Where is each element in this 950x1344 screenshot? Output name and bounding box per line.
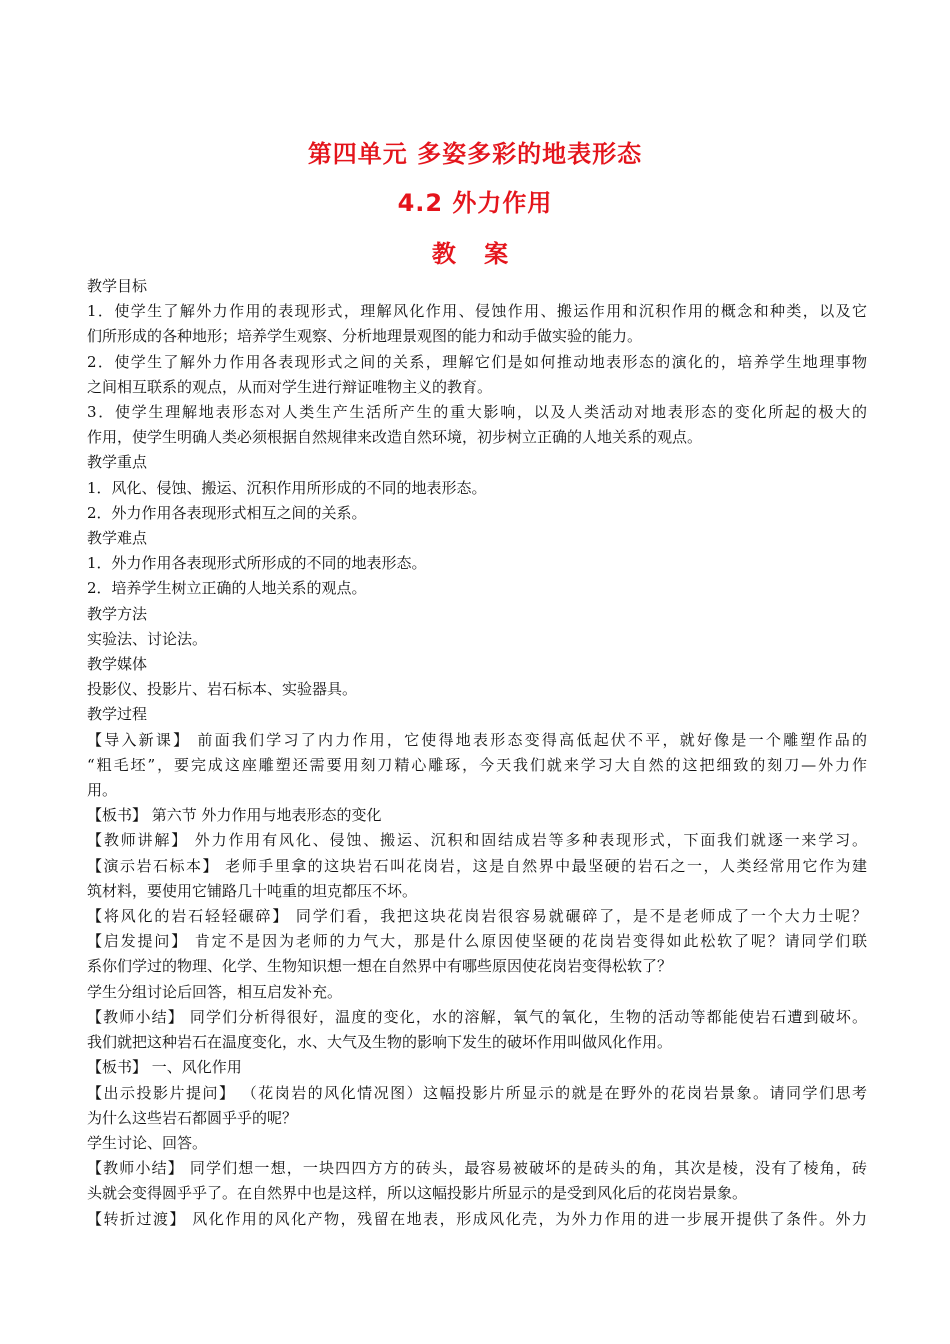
text-line: 教学媒体 [87,655,148,674]
text-line: 【演示岩石标本】 老师手里拿的这块岩石叫花岗岩，这是自然界中最坚硬的岩石之一，人类经常用它作为建 [87,856,867,875]
text-line: 1．使学生了解外力作用的表现形式，理解风化作用、侵蚀作用、搬运作用和沉积作用的概念和种类，以及它 [87,302,867,321]
text-line: 教学难点 [87,529,148,548]
text-line: 【板书】 一、风化作用 [87,1058,242,1077]
text-line: 头就会变得圆乎乎了。在自然界中也是这样，所以这幅投影片所显示的是受到风化后的花岗岩景象。 [87,1184,748,1203]
text-line: 们所形成的各种地形；培养学生观察、分析地理景观图的能力和动手做实验的能力。 [87,327,643,346]
text-line: 作用，使学生明确人类必须根据自然规律来改造自然环境，初步树立正确的人地关系的观点。 [87,428,703,447]
text-line: 教学方法 [87,604,148,623]
text-line: 系你们学过的物理、化学、生物知识想一想在自然界中有哪些原因使花岗岩变得松软了？ [87,957,673,976]
text-line: 【板书】 第六节 外力作用与地表形态的变化 [87,806,382,825]
text-line: 1．风化、侵蚀、搬运、沉积作用所形成的不同的地表形态。 [87,478,487,497]
text-line: 学生分组讨论后回答，相互启发补充。 [87,982,343,1001]
text-line: 【转折过渡】 风化作用的风化产物，残留在地表，形成风化壳，为外力作用的进一步展开提供了条件。外力 [87,1209,867,1228]
text-line: 【教师讲解】 外力作用有风化、侵蚀、搬运、沉积和固结成岩等多种表现形式，下面我们就逐一来学习。 [87,831,867,850]
text-line: 【教师小结】 同学们想一想，一块四四方方的砖头，最容易被破坏的是砖头的角，其次是棱，没有了棱角，砖 [87,1159,867,1178]
text-line: 教学重点 [87,453,148,472]
text-line: 【启发提问】 肯定不是因为老师的力气大，那是什么原因使坚硬的花岗岩变得如此松软了呢？请同学们联 [87,932,867,951]
text-line: 实验法、讨论法。 [87,629,208,648]
text-line: 之间相互联系的观点，从而对学生进行辩证唯物主义的教育。 [87,377,493,396]
text-line: 【将风化的岩石轻轻碾碎】 同学们看，我把这块花岗岩很容易就碾碎了，是不是老师成了一个大力士呢？ [87,907,867,926]
text-line: 【导入新课】 前面我们学习了内力作用，它使得地表形态变得高低起伏不平，就好像是一个雕塑作品的 [87,730,867,749]
text-line: 我们就把这种岩石在温度变化，水、大气及生物的影响下发生的破坏作用叫做风化作用。 [87,1033,673,1052]
text-line: 1．外力作用各表现形式所形成的不同的地表形态。 [87,554,427,573]
unit-title: 第四单元 多姿多彩的地表形态 [307,140,643,168]
text-line: 筑材料，要使用它铺路几十吨重的坦克都压不坏。 [87,881,418,900]
text-line: 2．培养学生树立正确的人地关系的观点。 [87,579,367,598]
section-title: 4.2 外力作用 [397,189,553,217]
text-line: 2．外力作用各表现形式相互之间的关系。 [87,503,367,522]
text-line: 教学过程 [87,705,148,724]
text-line: 3．使学生理解地表形态对人类生产生活所产生的重大影响，以及人类活动对地表形态的变化所起的极大的 [87,403,867,422]
text-line: 【教师小结】 同学们分析得很好，温度的变化，水的溶解，氧气的氧化，生物的活动等都能使岩石遭到破坏。 [87,1007,867,1026]
text-line: 2．使学生了解外力作用各表现形式之间的关系，理解它们是如何推动地表形态的演化的，培养学生地理事物 [87,352,867,371]
text-line: 用。 [87,781,118,800]
text-line: 【出示投影片提问】 （花岗岩的风化情况图）这幅投影片所显示的就是在野外的花岗岩景象。请同学们思考 [87,1083,867,1102]
text-line: 为什么这些岩石都圆乎乎的呢？ [87,1108,298,1127]
text-line: 投影仪、投影片、岩石标本、实验器具。 [87,680,358,699]
text-line: “粗毛坯”，要完成这座雕塑还需要用刻刀精心雕琢，今天我们就来学习大自然的这把细致的刻刀—外力作 [87,755,867,774]
document-body [87,274,867,1232]
text-line: 学生讨论、回答。 [87,1133,208,1152]
document-type-title: 教 案 [431,240,519,268]
text-line: 教学目标 [87,277,148,295]
